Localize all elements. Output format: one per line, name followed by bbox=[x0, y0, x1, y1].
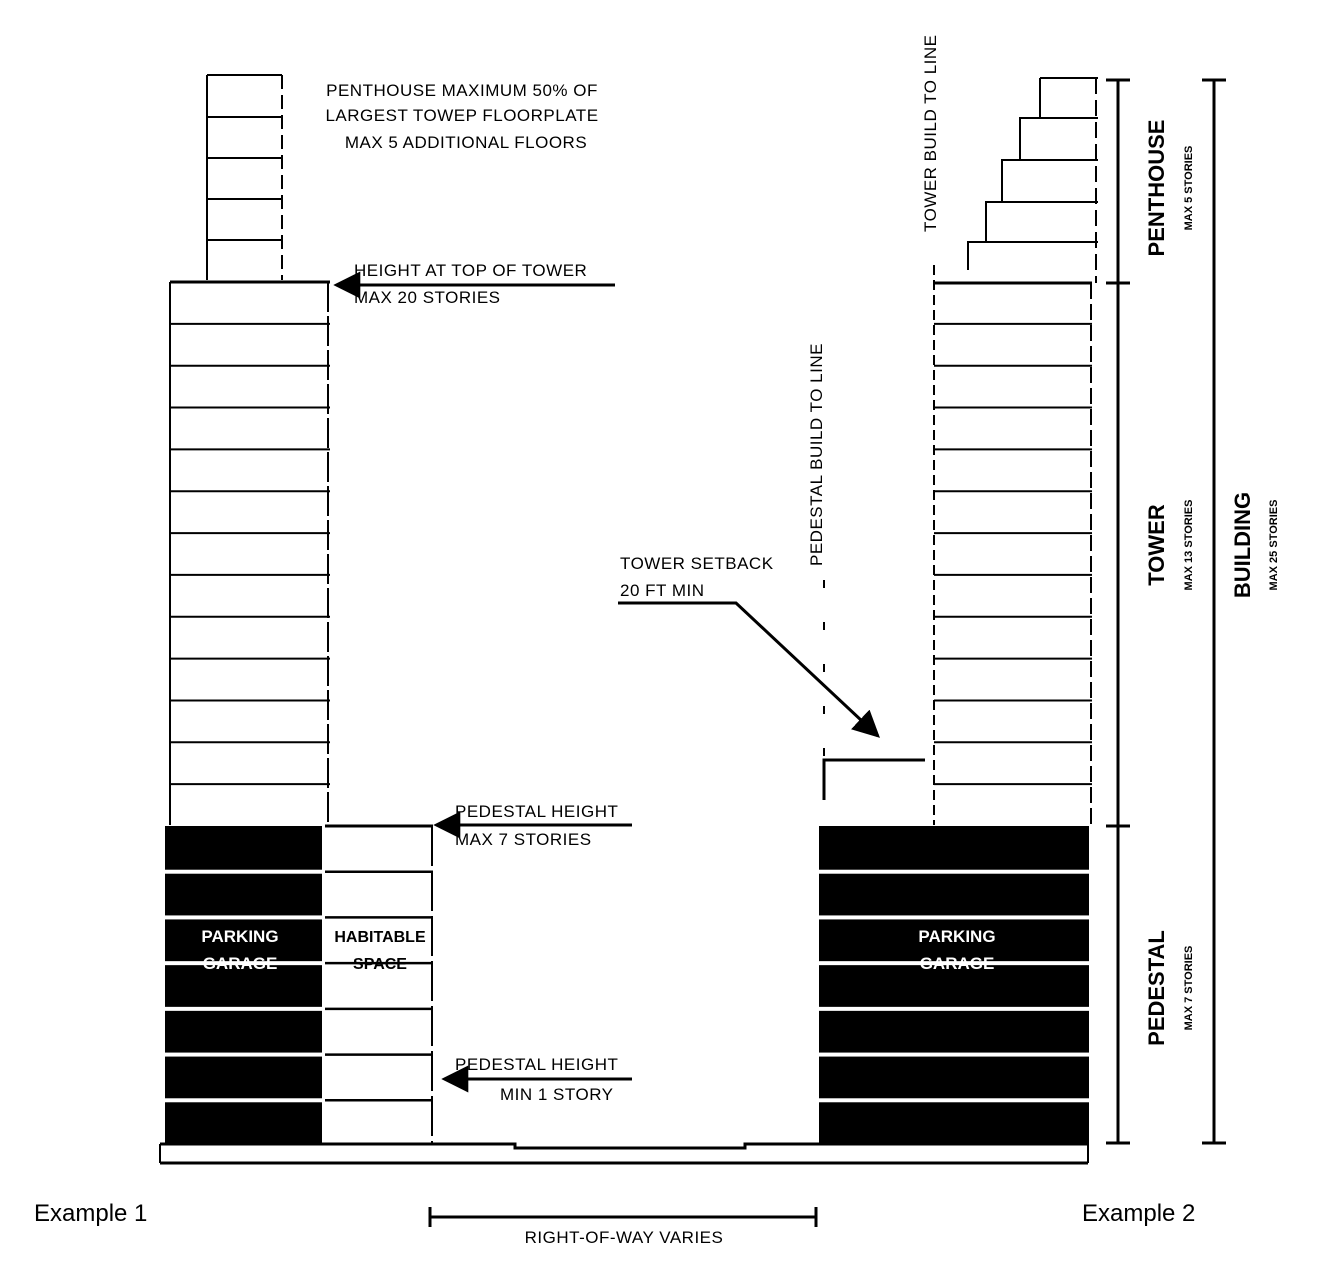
tower-height-note bbox=[336, 261, 615, 307]
penthouse-note-line-3: MAX 5 ADDITIONAL FLOORS bbox=[344, 133, 588, 152]
example2-penthouse bbox=[968, 78, 1098, 283]
tower-zone-sub: MAX 13 STORIES bbox=[1183, 499, 1195, 591]
tower-setback-note-line-2: 20 FT MIN bbox=[620, 581, 705, 600]
pedestal-build-to-line-label: PEDESTAL BUILD TO LINE bbox=[807, 343, 826, 566]
example2-garage-floor bbox=[819, 874, 1089, 916]
example1-garage-floor bbox=[165, 1057, 322, 1099]
example2-garage-floor bbox=[819, 826, 1089, 870]
zone-dimension-line bbox=[1106, 80, 1130, 1143]
right-of-way-label: RIGHT-OF-WAY VARIES bbox=[524, 1228, 724, 1247]
tower-build-to-line-label: TOWER BUILD TO LINE bbox=[921, 34, 940, 232]
example1-garage-floor bbox=[165, 826, 322, 870]
example2-garage-floor bbox=[819, 1057, 1089, 1099]
tower-height-note-line-2: MAX 20 STORIES bbox=[354, 288, 501, 307]
example2-parking-garage bbox=[819, 826, 1089, 1144]
example1-caption: Example 1 bbox=[34, 1200, 148, 1227]
pedestal-build-to-line bbox=[807, 343, 826, 825]
example1-habitable-label-1: HABITABLE bbox=[334, 929, 426, 946]
building-zone-label bbox=[1230, 492, 1280, 598]
example1-habitable-label-2: SPACE bbox=[353, 956, 407, 973]
example1-parking-garage bbox=[165, 826, 322, 1144]
example2-garage-floor bbox=[819, 1102, 1089, 1144]
pedestal-min-note-line-1: PEDESTAL HEIGHT bbox=[455, 1055, 619, 1074]
example2-garage-label-1: PARKING bbox=[918, 927, 996, 946]
building-zone-sub: MAX 25 STORIES bbox=[1268, 499, 1280, 591]
example1-penthouse bbox=[207, 75, 282, 280]
pedestal-max-note-line-1: PEDESTAL HEIGHT bbox=[455, 802, 619, 821]
example1-garage-floor bbox=[165, 874, 322, 916]
building-dimension-line bbox=[1202, 80, 1226, 1143]
pedestal-zone-label bbox=[1144, 930, 1195, 1046]
example1-tower bbox=[170, 282, 330, 825]
example1-garage-floor bbox=[165, 1102, 322, 1144]
pedestal-zone-title: PEDESTAL bbox=[1144, 930, 1169, 1046]
example2-tower bbox=[934, 265, 1092, 825]
example1-garage-label-2: GARAGE bbox=[202, 954, 278, 973]
tower-height-note-line-1: HEIGHT AT TOP OF TOWER bbox=[354, 261, 588, 280]
penthouse-maximum-note bbox=[325, 81, 598, 152]
ground-line bbox=[160, 1144, 1088, 1163]
tower-setback-note-line-1: TOWER SETBACK bbox=[620, 554, 774, 573]
penthouse-zone-sub: MAX 5 STORIES bbox=[1183, 145, 1195, 231]
example1-garage-label-1: PARKING bbox=[201, 927, 279, 946]
pedestal-min-height-note bbox=[444, 1055, 632, 1104]
example1-habitable-space bbox=[325, 826, 433, 1143]
pedestal-min-note-line-2: MIN 1 STORY bbox=[500, 1085, 614, 1104]
tower-build-to-line bbox=[921, 35, 940, 233]
penthouse-zone-title: PENTHOUSE bbox=[1144, 119, 1169, 257]
penthouse-note-line-1: PENTHOUSE MAXIMUM 50% OF bbox=[326, 81, 598, 100]
penthouse-note-line-2: LARGEST TOWEP FLOORPLATE bbox=[325, 106, 599, 125]
pedestal-max-note-line-2: MAX 7 STORIES bbox=[455, 830, 592, 849]
pedestal-zone-sub: MAX 7 STORIES bbox=[1183, 945, 1195, 1031]
example2-building bbox=[819, 78, 1098, 1144]
example2-caption: Example 2 bbox=[1082, 1200, 1196, 1227]
building-zone-title: BUILDING bbox=[1230, 491, 1255, 599]
penthouse-zone-label bbox=[1144, 120, 1195, 257]
tower-setback-note bbox=[618, 554, 925, 800]
right-of-way-dimension bbox=[430, 1207, 816, 1247]
example1-building bbox=[165, 75, 433, 1144]
pedestal-max-height-note bbox=[436, 802, 632, 849]
example1-garage-floor bbox=[165, 1011, 322, 1053]
example2-garage-floor bbox=[819, 1011, 1089, 1053]
tower-zone-label bbox=[1144, 500, 1195, 591]
tower-zone-title: TOWER bbox=[1144, 504, 1169, 586]
example2-garage-label-2: GARAGE bbox=[919, 954, 995, 973]
